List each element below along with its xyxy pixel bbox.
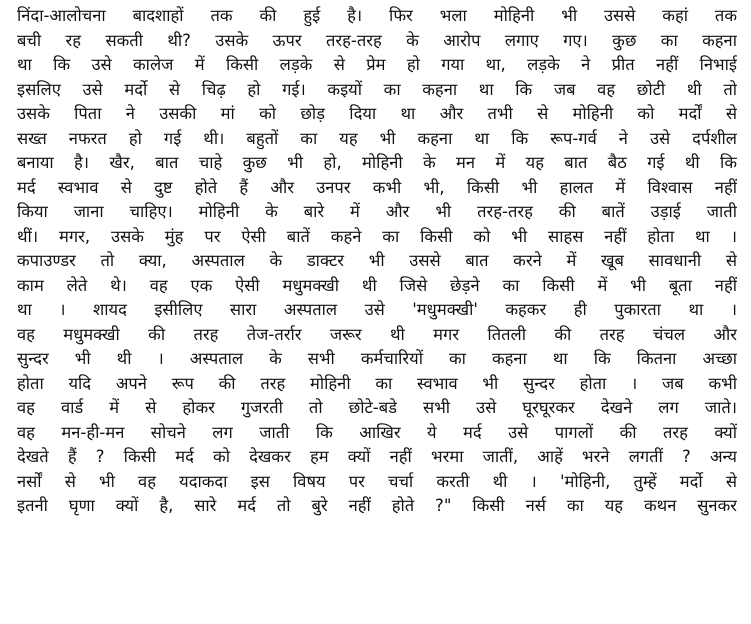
text-line: देखते हैं ? किसी मर्द को देखकर हम क्यों नहीं भरमा जातीं, आहें भरने लगतीं ? अन्य xyxy=(17,447,737,466)
text-line: किया जाना चाहिए। मोहिनी के बारे में और भी तरह-तरह की बातें उड़ाई जाती xyxy=(17,202,737,221)
text-line: था । शायद इसीलिए सारा अस्पताल उसे 'मधुमक्खी' कहकर ही पुकारता था । xyxy=(17,300,737,319)
text-line: इसलिए उसे मर्दो से चिढ़ हो गई। कइयों का कहना था कि जब वह छोटी थी तो xyxy=(17,79,737,99)
text-line: वह वार्ड में से होकर गुजरती तो छोटे-बडे सभी उसे घूरघूरकर देखने लग जाते। xyxy=(17,398,737,417)
text-line: वह मन-ही-मन सोचने लग जाती कि आखिर ये मर्द उसे पागलों की तरह क्यों xyxy=(17,422,737,442)
text-line: थीं। मगर, उसके मुंह पर ऐसी बातें कहने का किसी को भी साहस नहीं होता था । xyxy=(17,226,737,246)
text-line: बनाया है। खैर, बात चाहे कुछ भी हो, मोहिनी के मन में यह बात बैठ गई थी कि xyxy=(17,153,737,172)
text-line: होता यदि अपने रूप की तरह मोहिनी का स्वभाव भी सुन्दर होता । जब कभी xyxy=(17,373,737,393)
text-line: कपाउण्डर तो क्या, अस्पताल के डाक्टर भी उससे बात करने में खूब सावधानी से xyxy=(17,251,737,270)
text-line: सख्त नफरत हो गई थी। बहुतों का यह भी कहना था कि रूप-गर्व ने उसे दर्पशील xyxy=(17,128,737,148)
text-line: उसके पिता ने उसकी मां को छोड़ दिया था और तभी से मोहिनी को मर्दों से xyxy=(17,104,737,123)
text-line: वह मधुमक्खी की तरह तेज-तर्रार जरूर थी मगर तितली की तरह चंचल और xyxy=(17,324,737,344)
text-line: बची रह सकती थी? उसके ऊपर तरह-तरह के आरोप लगाए गए। कुछ का कहना xyxy=(17,30,737,50)
text-body xyxy=(17,4,737,519)
text-line: मर्द स्वभाव से दुष्ट होते हैं और उनपर कभी भी, किसी भी हालत में विश्वास नहीं xyxy=(17,177,737,197)
text-line: नर्सों से भी वह यदाकदा इस विषय पर चर्चा करती थी । 'मोहिनी, तुम्हें मर्दो से xyxy=(17,471,737,491)
text-line: सुन्दर भी थी । अस्पताल के सभी कर्मचारियों का कहना था कि कितना अच्छा xyxy=(17,349,737,368)
text-line: था कि उसे कालेज में किसी लड़के से प्रेम हो गया था, लड़के ने प्रीत नहीं निभाई xyxy=(17,55,737,74)
text-line: काम लेते थे। वह एक ऐसी मधुमक्खी थी जिसे छेड़ने का किसी में भी बूता नहीं xyxy=(17,275,737,295)
text-line: निंदा-आलोचना बादशाहों तक की हुई है। फिर भला मोहिनी भी उससे कहां तक xyxy=(17,6,737,25)
text-line: इतनी घृणा क्यों है, सारे मर्द तो बुरे नहीं होते ?" किसी नर्स का यह कथन सुनकर xyxy=(17,496,737,515)
